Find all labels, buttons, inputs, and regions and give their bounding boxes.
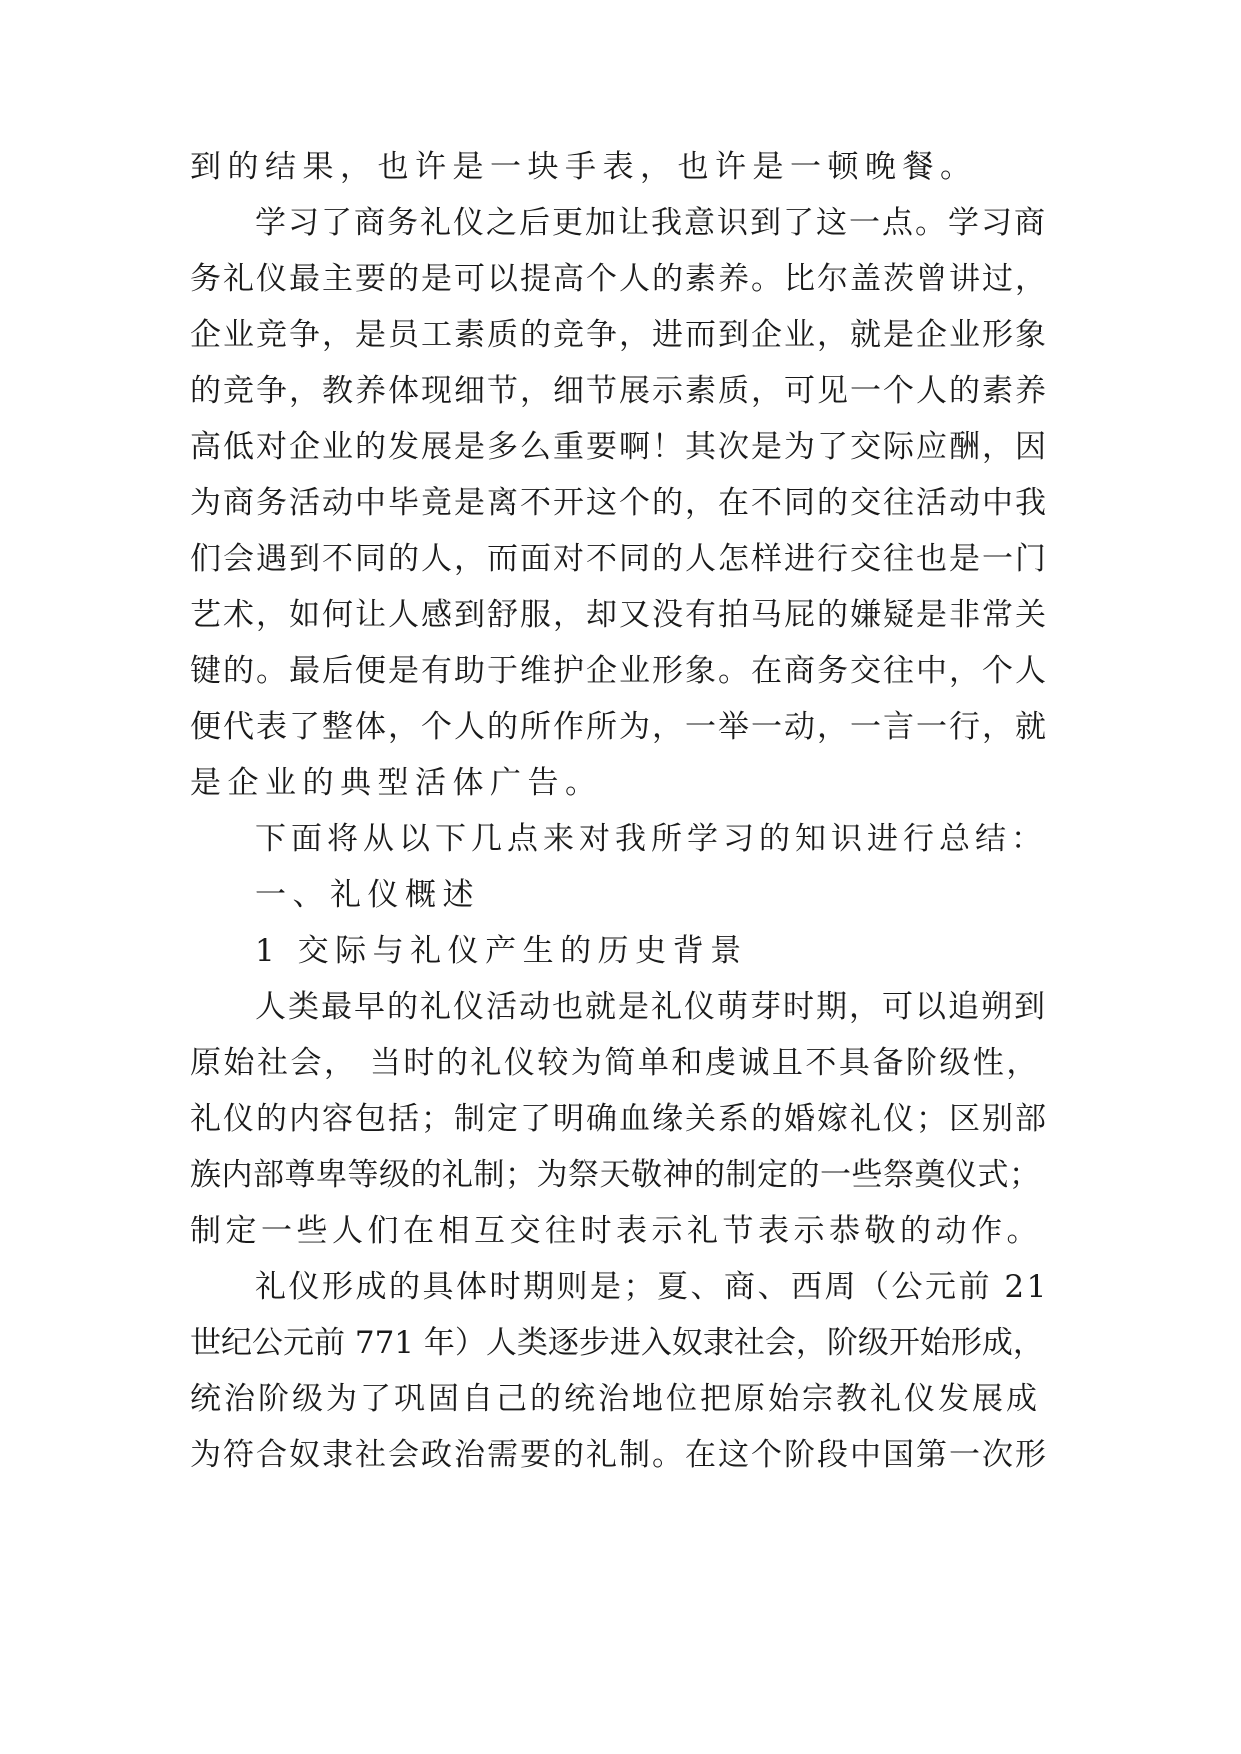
text-line: 们会遇到不同的人，而面对不同的人怎样进行交往也是一门 — [190, 541, 1048, 577]
text-line: 键的。最后便是有助于维护企业形象。在商务交往中，个人 — [190, 653, 1048, 689]
section-heading: 一、礼仪概述 — [255, 877, 480, 913]
text-line: 礼仪的内容包括；制定了明确血缘关系的婚嫁礼仪；区别部 — [190, 1101, 1048, 1137]
text-line: 原始社会， 当时的礼仪较为简单和虔诚且不具备阶级性， — [190, 1045, 1040, 1081]
text-line: 族内部尊卑等级的礼制；为祭天敬神的制定的一些祭奠仪式； — [190, 1157, 1041, 1193]
text-line: 企业竞争，是员工素质的竞争，进而到企业，就是企业形象 — [190, 317, 1048, 353]
text-line: 为商务活动中毕竟是离不开这个的，在不同的交往活动中我 — [190, 485, 1048, 521]
text-line: 制定一些人们在相互交往时表示礼节表示恭敬的动作。 — [190, 1213, 1042, 1249]
paragraph-start-line: 礼仪形成的具体时期则是；夏、商、西周（公元前 21 — [255, 1269, 1049, 1305]
text-line: 的竞争，教养体现细节，细节展示素质，可见一个人的素养 — [190, 373, 1048, 409]
text-line: 高低对企业的发展是多么重要啊！其次是为了交际应酬，因 — [190, 429, 1048, 465]
text-line: 统治阶级为了巩固自己的统治地位把原始宗教礼仪发展成 — [190, 1381, 1040, 1417]
text-line: 是企业的典型活体广告。 — [190, 765, 603, 801]
paragraph-start-line: 下面将从以下几点来对我所学习的知识进行总结： — [255, 821, 1047, 857]
text-line: 世纪公元前 771 年）人类逐步进入奴隶社会，阶级开始形成， — [190, 1325, 1044, 1361]
text-line: 便代表了整体，个人的所作所为，一举一动，一言一行，就 — [190, 709, 1048, 745]
text-line: 为符合奴隶社会政治需要的礼制。在这个阶段中国第一次形 — [190, 1437, 1048, 1473]
paragraph-start-line: 学习了商务礼仪之后更加让我意识到了这一点。学习商 — [255, 205, 1047, 241]
paragraph-start-line: 人类最早的礼仪活动也就是礼仪萌芽时期，可以追朔到 — [255, 989, 1047, 1025]
text-line: 艺术，如何让人感到舒服，却又没有拍马屁的嫌疑是非常关 — [190, 597, 1048, 633]
text-line: 务礼仪最主要的是可以提高个人的素养。比尔盖茨曾讲过， — [190, 261, 1048, 297]
text-line: 到的结果，也许是一块手表，也许是一顿晚餐。 — [190, 149, 978, 185]
subsection-heading: 1 交际与礼仪产生的历史背景 — [255, 933, 748, 969]
